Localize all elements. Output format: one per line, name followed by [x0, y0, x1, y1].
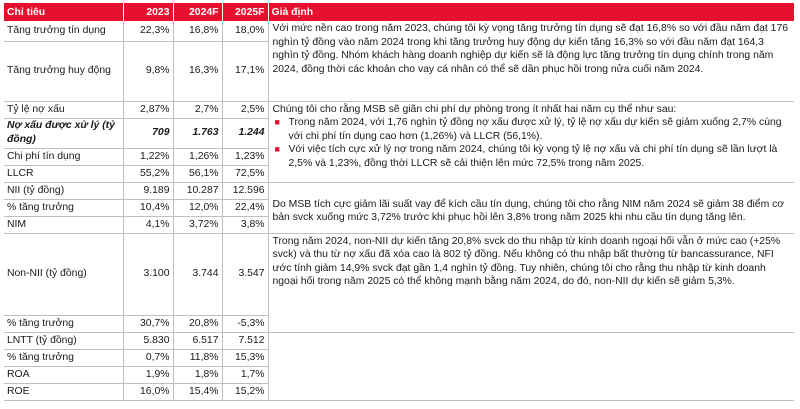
assumptions-table-frame	[4, 3, 794, 402]
value-2024f: 15,4%	[173, 383, 222, 400]
forecast-assumptions-table	[4, 3, 795, 401]
row-label: Nợ xấu được xử lý (tỷ đồng)	[4, 118, 123, 148]
value-2025f: 1.244	[222, 118, 268, 148]
value-2025f: 72,5%	[222, 165, 268, 182]
value-2025f: 15,2%	[222, 383, 268, 400]
value-2023: 2,87%	[123, 101, 173, 118]
row-label: ROA	[4, 366, 123, 383]
value-2024f: 10.287	[173, 182, 222, 199]
value-2024f: 1,26%	[173, 148, 222, 165]
row-label: ROE	[4, 383, 123, 400]
bullet-icon: ■	[274, 144, 280, 155]
value-2023: 16,0%	[123, 383, 173, 400]
value-2023: 9,8%	[123, 41, 173, 101]
value-2023: 30,7%	[123, 315, 173, 332]
row-label: % tăng trưởng	[4, 315, 123, 332]
bullet-text: Trong năm 2024, với 1,76 nghìn tỷ đồng nợ xấu được xử lý, tỷ lệ nợ xấu dự kiến sẽ giảm xuống 2,7% cùng với chi phí tín dụng cao hơn (1,26%) và LLCR (56,1%).	[288, 117, 782, 142]
value-2025f: 3.547	[222, 233, 268, 315]
value-2024f: 6.517	[173, 332, 222, 349]
bullet-text: Với việc tích cực xử lý nợ trong năm 2024, chúng tôi kỳ vọng tỷ lệ nợ xấu và chi phí tín dụng sẽ lần lượt là 2,5% và 1,23%, đồng thời LLCR sẽ cải thiện lên mức 72,5% trong năm 2025.	[288, 144, 778, 169]
value-2023: 22,3%	[123, 21, 173, 41]
bullet-icon: ■	[274, 117, 280, 128]
value-2024f: 3,72%	[173, 216, 222, 233]
header-2024f: 2024F	[173, 3, 222, 21]
row-label: Tăng trưởng tín dụng	[4, 21, 123, 41]
row-label: Tỷ lệ nợ xấu	[4, 101, 123, 118]
table-row	[4, 101, 794, 118]
value-2025f: -5,3%	[222, 315, 268, 332]
value-2023: 55,2%	[123, 165, 173, 182]
value-2023: 3.100	[123, 233, 173, 315]
value-2025f: 2,5%	[222, 101, 268, 118]
row-label: % tăng trưởng	[4, 349, 123, 366]
table-row	[4, 21, 794, 41]
asset-quality-intro: Chúng tôi cho rằng MSB sẽ giãn chi phí dự phòng trong ít nhất hai năm cụ thể như sau:	[272, 103, 677, 115]
header-indicator: Chỉ tiêu	[4, 3, 123, 21]
value-2025f: 15,3%	[222, 349, 268, 366]
value-2024f: 56,1%	[173, 165, 222, 182]
assumption-profit-empty	[268, 332, 794, 400]
value-2024f: 2,7%	[173, 101, 222, 118]
value-2023: 1,9%	[123, 366, 173, 383]
asset-quality-list	[273, 116, 791, 170]
value-2024f: 1.763	[173, 118, 222, 148]
row-label: NII (tỷ đồng)	[4, 182, 123, 199]
value-2023: 9.189	[123, 182, 173, 199]
value-2025f: 12.596	[222, 182, 268, 199]
value-2023: 1,22%	[123, 148, 173, 165]
value-2023: 709	[123, 118, 173, 148]
list-item	[274, 143, 791, 170]
value-2024f: 1,8%	[173, 366, 222, 383]
value-2024f: 16,8%	[173, 21, 222, 41]
table-row	[4, 332, 794, 349]
header-assumption: Giả định	[268, 3, 794, 21]
row-label: LNTT (tỷ đồng)	[4, 332, 123, 349]
row-label: Non-NII (tỷ đồng)	[4, 233, 123, 315]
assumption-credit: Với mức nền cao trong năm 2023, chúng tôi kỳ vọng tăng trưởng tín dụng sẽ đạt 16,8% so với đầu năm đạt 176 nghìn tỷ đồng vào năm 2024 trong khi tăng trưởng huy động dự kiến tăng 16,3% so với đầu năm đạt 164,3 nghìn tỷ đồng. Nhóm khách hàng doanh nghiệp dự kiến sẽ là động lực tăng trưởng tín dụng chính trong năm 2024, đồng thời các khoản cho vay cá nhân có thể sẽ dần phục hồi trong nửa cuối năm 2024.	[268, 21, 794, 101]
value-2025f: 7.512	[222, 332, 268, 349]
row-label: Tăng trưởng huy động	[4, 41, 123, 101]
value-2023: 0,7%	[123, 349, 173, 366]
value-2025f: 3,8%	[222, 216, 268, 233]
value-2024f: 12,0%	[173, 199, 222, 216]
table-row	[4, 233, 794, 315]
value-2023: 4,1%	[123, 216, 173, 233]
assumption-nim: Do MSB tích cực giảm lãi suất vay để kích cầu tín dụng, chúng tôi cho rằng NIM năm 2024 sẽ giảm 38 điểm cơ bản svck xuống mức 3,72% trước khi phục hồi lên 3,8% trong năm 2025 khi nhu cầu tín dụng tăng lên.	[268, 182, 794, 233]
row-label: NIM	[4, 216, 123, 233]
row-label: LLCR	[4, 165, 123, 182]
header-2025f: 2025F	[222, 3, 268, 21]
value-2025f: 22,4%	[222, 199, 268, 216]
table-header-row	[4, 3, 794, 21]
row-label: Chi phí tín dụng	[4, 148, 123, 165]
value-2023: 5.830	[123, 332, 173, 349]
value-2024f: 3.744	[173, 233, 222, 315]
value-2023: 10,4%	[123, 199, 173, 216]
value-2024f: 20,8%	[173, 315, 222, 332]
list-item	[274, 116, 791, 143]
value-2025f: 17,1%	[222, 41, 268, 101]
value-2024f: 11,8%	[173, 349, 222, 366]
assumption-asset-quality	[268, 101, 794, 182]
value-2024f: 16,3%	[173, 41, 222, 101]
header-2023: 2023	[123, 3, 173, 21]
row-label: % tăng trưởng	[4, 199, 123, 216]
value-2025f: 18,0%	[222, 21, 268, 41]
value-2025f: 1,7%	[222, 366, 268, 383]
value-2025f: 1,23%	[222, 148, 268, 165]
assumption-non-nii: Trong năm 2024, non-NII dự kiến tăng 20,8% svck do thu nhập từ kinh doanh ngoại hối vẫn ở mức cao (+25% svck) và thu từ nợ xấu đã xóa cao là 802 tỷ đồng. Nếu không có thu nhập bất thường từ bancassurance, NFI ước tính giảm 14,9% svck đạt gần 1,4 nghìn tỷ đồng. Tuy nhiên, chúng tôi cho rằng thu nhập từ kinh doanh ngoại hối trong năm 2025 có thể không mạnh bằng năm 2024, do đó, non-NII dự kiến sẽ giảm 5,3%.	[268, 233, 794, 332]
table-row	[4, 182, 794, 199]
